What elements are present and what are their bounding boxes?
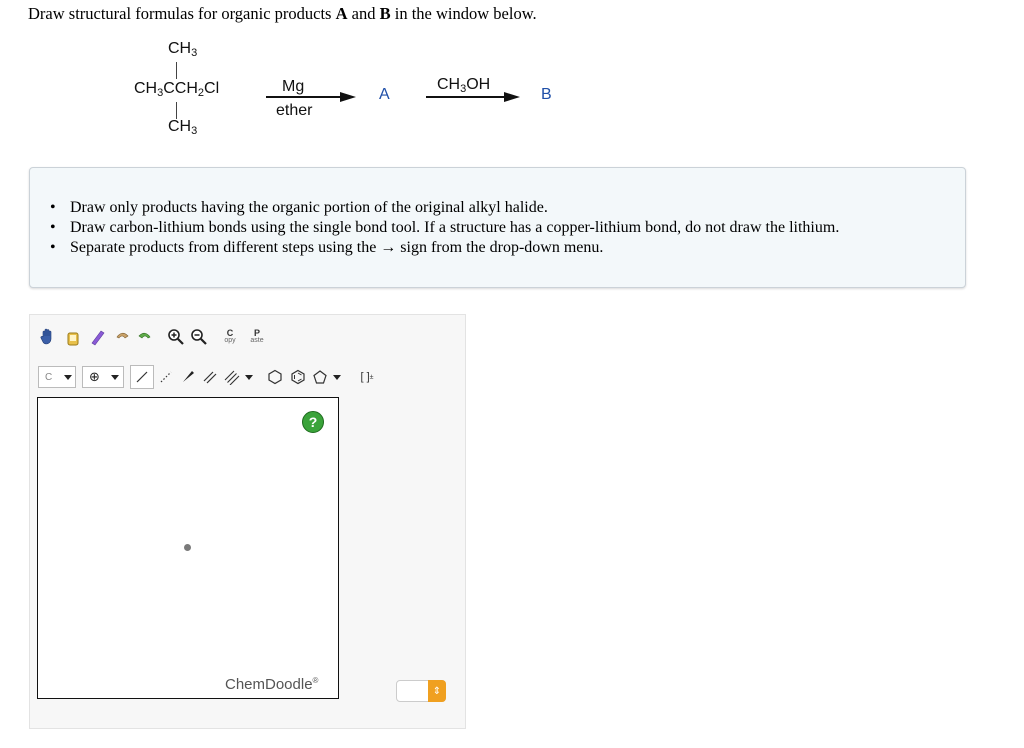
- hexagon-icon: [267, 369, 283, 385]
- arrow-2-line: [426, 96, 506, 98]
- zoom-in-icon-glyph: [167, 328, 185, 346]
- eraser-icon[interactable]: [88, 326, 108, 348]
- benzene-icon: [290, 369, 306, 385]
- instructions-list: [70, 198, 839, 258]
- alkyl-halide-main: $CH_3CCH_2Cl$: [134, 80, 220, 99]
- top-methyl: $CH_3$: [168, 40, 198, 59]
- bottom-methyl: $CH_3$: [168, 118, 198, 137]
- single-bond-icon: [134, 369, 150, 385]
- wedge-bond-icon: [180, 369, 196, 385]
- chevron-down-icon: [64, 375, 72, 380]
- instruction-item: • Draw carbon-lithium bonds using the single bond tool. If a structure has a copper-lithium bond, do not draw the lithium.: [70, 218, 839, 238]
- atom-value: C: [45, 371, 53, 383]
- arrow-1-line: [266, 96, 342, 98]
- clear-icon[interactable]: [63, 326, 83, 348]
- zoom-in-icon[interactable]: [166, 326, 186, 348]
- arrow-2-head: [504, 92, 520, 102]
- redo-icon[interactable]: [136, 326, 154, 348]
- atom-select[interactable]: [38, 366, 76, 388]
- paste-label-top: P: [253, 328, 260, 338]
- instructions-panel: [29, 167, 966, 288]
- undo-icon[interactable]: [113, 326, 131, 348]
- product-b: B: [541, 86, 552, 103]
- bond-more-chevron-down-icon[interactable]: [245, 375, 253, 380]
- bond-top: [176, 62, 177, 79]
- triple-bond-button[interactable]: [222, 365, 242, 389]
- cyclopentane-button[interactable]: [310, 365, 330, 389]
- reagent-methanol: $CH_3OH$: [437, 76, 491, 95]
- copy-button[interactable]: [219, 325, 241, 349]
- cyclohexane-button[interactable]: [265, 365, 285, 389]
- arrow-1-head: [340, 92, 356, 102]
- bracket-charge: ±: [369, 373, 374, 381]
- zoom-out-icon[interactable]: [189, 326, 209, 348]
- instruction-item: • Draw only products having the organic portion of the original alkyl halide.: [70, 198, 839, 218]
- question-text: Draw structural formulas for organic products A and B in the window below.: [28, 4, 537, 23]
- updown-icon: ⇕: [428, 680, 446, 702]
- help-button[interactable]: ?: [302, 411, 324, 433]
- copy-label-top: C: [226, 328, 234, 338]
- double-bond-button[interactable]: [200, 365, 220, 389]
- hand-icon-glyph: [40, 328, 56, 346]
- charge-select[interactable]: [82, 366, 124, 388]
- reagent-ether: ether: [276, 102, 313, 119]
- ring-more-chevron-down-icon[interactable]: [333, 375, 341, 380]
- undo-icon-glyph: [114, 329, 130, 345]
- triple-bond-icon: [224, 369, 240, 385]
- product-b-label: B: [379, 4, 391, 23]
- product-a: A: [379, 86, 390, 103]
- paste-button[interactable]: [246, 325, 268, 349]
- clear-icon-glyph: [65, 328, 81, 346]
- single-bond-button[interactable]: [130, 365, 154, 389]
- bracket-button[interactable]: [356, 366, 378, 388]
- hashed-bond-button[interactable]: [156, 365, 176, 389]
- zoom-select[interactable]: [396, 680, 446, 702]
- reagent-mg: Mg: [282, 78, 305, 95]
- zoom-out-icon-glyph: [190, 328, 208, 346]
- charge-icon: ⊕: [89, 369, 100, 384]
- eraser-icon-glyph: [89, 328, 107, 346]
- chemdoodle-brand: ChemDoodle®: [225, 676, 319, 693]
- bond-bottom: [176, 102, 177, 119]
- redo-icon-glyph: [137, 329, 153, 345]
- wedge-bond-button[interactable]: [178, 365, 198, 389]
- product-a-label: A: [335, 4, 348, 23]
- hashed-bond-icon: [158, 369, 174, 385]
- paste-label-bottom: aste: [250, 337, 264, 344]
- pentagon-icon: [312, 369, 328, 385]
- cursor-dot: [184, 544, 191, 551]
- chevron-down-icon: [111, 375, 119, 380]
- copy-label-bottom: opy: [224, 337, 236, 344]
- benzene-button[interactable]: [288, 365, 308, 389]
- instruction-item: • Separate products from different steps using the → sign from the drop-down menu.: [70, 238, 839, 258]
- bracket-icon: [ ]: [360, 371, 370, 383]
- hand-icon[interactable]: [38, 326, 58, 348]
- double-bond-icon: [202, 369, 218, 385]
